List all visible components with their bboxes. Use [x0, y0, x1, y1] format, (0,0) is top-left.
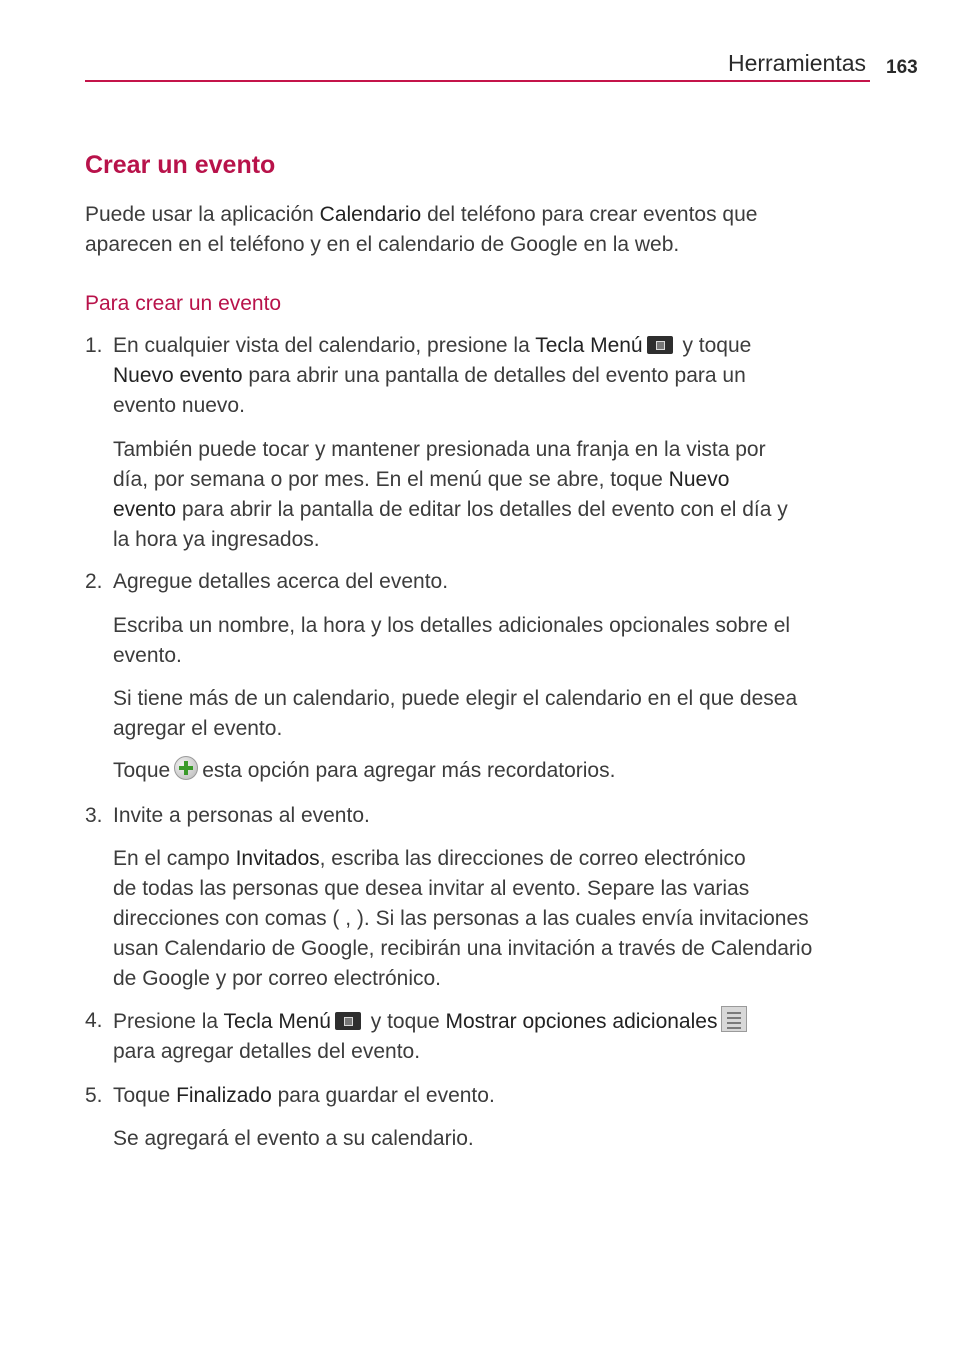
step-3-note: En el campo Invitados, escriba las direcciones de correo electrónico de todas las personas que desea invitar al evento. Separe las varias direcciones con comas ( , ). Si las personas a las cuales envía invitaciones usan Calendario de Google, recibirán una invitación a través de Calendario de Google y por correo electrónico. [113, 847, 813, 990]
step-2-note-2: Si tiene más de un calendario, puede elegir el calendario en el que desea agregar el evento. [113, 687, 798, 740]
header-title: Herramientas [727, 50, 866, 76]
step-2-note-3: Toque esta opción para agregar más recordatorios. [113, 756, 873, 786]
step-1-text: En cualquier vista del calendario, presione la Tecla Menú y toque Nuevo evento para abrir una pantalla de detalles del evento para un evento nuevo. [113, 334, 752, 417]
step-4-text: Presione la Tecla Menú y toque Mostrar opciones adicionales para agregar detalles del evento. [113, 1006, 873, 1067]
step-2-text: Agregue detalles acerca del evento. [113, 570, 449, 593]
step-number: 4. [85, 1009, 103, 1032]
section-subtitle: Para crear un evento [85, 292, 282, 315]
step-2-note-1: Escriba un nombre, la hora y los detalles adicionales opcionales sobre el evento. [113, 614, 791, 667]
header-rule [85, 80, 870, 82]
page-number: 163 [886, 57, 918, 78]
step-number: 3. [85, 804, 103, 827]
add-reminder-icon [174, 756, 198, 780]
intro-paragraph: Puede usar la aplicación Calendario del teléfono para crear eventos que aparecen en el teléfono y en el calendario de Google en la web. [85, 203, 758, 256]
step-1-note: También puede tocar y mantener presionada una franja en la vista por día, por semana o por mes. En el menú que se abre, toque Nuevo evento para abrir la pantalla de editar los detalles del evento con el día y la hora ya ingresados. [113, 438, 788, 551]
step-5-text: Toque Finalizado para guardar el evento. [113, 1084, 495, 1107]
page-title: Crear un evento [85, 151, 276, 179]
step-number: 5. [85, 1084, 103, 1107]
more-options-icon [721, 1006, 747, 1032]
menu-key-icon [335, 1012, 361, 1030]
step-5-note: Se agregará el evento a su calendario. [113, 1127, 474, 1150]
step-number: 2. [85, 570, 103, 593]
step-3-text: Invite a personas al evento. [113, 804, 370, 827]
step-number: 1. [85, 334, 103, 357]
menu-key-icon [647, 336, 673, 354]
